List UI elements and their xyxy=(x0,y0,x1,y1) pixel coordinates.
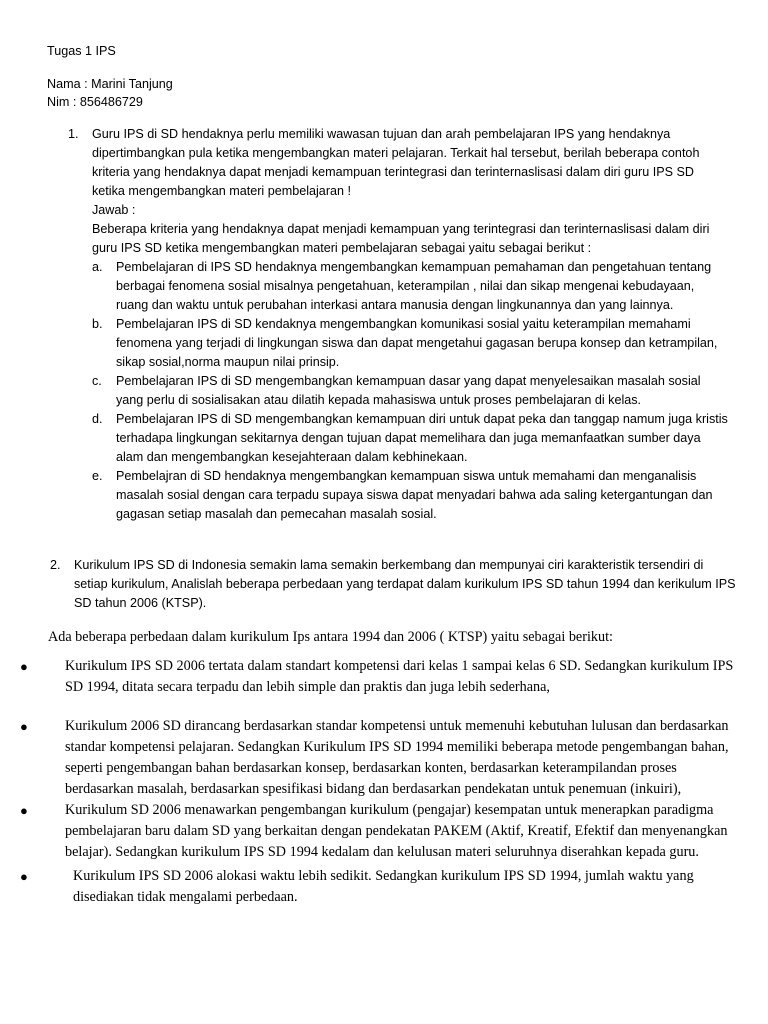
criteria-letter: c. xyxy=(92,374,102,388)
criteria-list xyxy=(92,258,728,524)
criteria-text: Pembelajran di SD hendaknya mengembangkan kemampuan siswa untuk memahami dan menganalisis masalah sosial dengan cara terpadu supaya siswa dapat menyadari bahwa ada saling ketergantungan dan gagasan setiap masalah dan pemecahan masalah sosial. xyxy=(116,469,713,521)
answer-intro: Beberapa kriteria yang hendaknya dapat menjadi kemampuan yang terintegrasi dan terinternaslisasi dalam diri guru IPS SD ketika mengembangkan materi pembelajaran sebagai yaitu sebagai berikut : xyxy=(92,222,710,255)
bullet-icon: ● xyxy=(20,869,28,884)
document-title: Tugas 1 IPS xyxy=(47,44,116,58)
answer-2-intro: Ada beberapa perbedaan dalam kurikulum Ips antara 1994 dan 2006 ( KTSP) yaitu sebagai berikut: xyxy=(48,629,613,645)
criteria-item xyxy=(92,467,728,524)
criteria-text: Pembelajaran IPS di SD kendaknya mengembangkan komunikasi sosial yaitu keterampilan memahami fenomena yang terjadi di lingkungan siswa dan dapat mengetahui gagasan berupa konsep dan ketrampilan, sikap sosial,norma maupun nilai prinsip. xyxy=(116,317,718,369)
criteria-item xyxy=(92,410,728,467)
criteria-letter: b. xyxy=(92,317,103,331)
question-2-text: Kurikulum IPS SD di Indonesia semakin lama semakin berkembang dan mempunyai ciri karakteristik tersendiri di setiap kurikulum, Analislah beberapa perbedaan yang terdapat dalam kurikulum IPS SD tahun 1994 dan kerikulum IPS SD tahun 2006 (KTSP). xyxy=(74,558,736,610)
student-name: Nama : Marini Tanjung xyxy=(47,77,173,91)
differences-list xyxy=(20,656,740,908)
question-1-text: Guru IPS di SD hendaknya perlu memiliki wawasan tujuan dan arah pembelajaran IPS yang hendaknya dipertimbangkan pula ketika mengembangkan materi pelajaran. Terkait hal tersebut, berilah beberapa contoh kriteria yang hendaknya dapat menjadi kemampuan terintegrasi dan terinternaslisasi dalam diri guru IPS SD ketika mengembangkan materi pembelajaran ! xyxy=(92,127,700,198)
criteria-item xyxy=(92,258,728,315)
difference-item xyxy=(20,866,740,908)
difference-text: Kurikulum IPS SD 2006 alokasi waktu lebih sedikit. Sedangkan kurikulum IPS SD 1994, jumlah waktu yang disediakan tidak mengalami perbedaan. xyxy=(73,868,694,905)
difference-text: Kurikulum SD 2006 menawarkan pengembangan kurikulum (pengajar) kesempatan untuk menerapkan paradigma pembelajaran baru dalam SD yang berkaitan dengan pendekatan PAKEM (Aktif, Kreatif, Efektif dan menyenangkan belajar). Sedangkan kurikulum IPS SD 1994 kedalam dan kelulusan materi seluruhnya diserahkan kepada guru. xyxy=(65,802,728,860)
criteria-text: Pembelajaran di IPS SD hendaknya mengembangkan kemampuan pemahaman dan pengetahuan tentang berbagai fenomena sosial misalnya pengetahuan, keterampilan , nilai dan sikap mengenai kebudayaan, ruang dan waktu untuk perubahan interkasi antara manusia dengan lingkunannya dan yang lainnya. xyxy=(116,260,712,312)
difference-text: Kurikulum IPS SD 2006 tertata dalam standart kompetensi dari kelas 1 sampai kelas 6 SD. Sedangkan kurikulum IPS SD 1994, ditata secara terpadu dan lebih simple dan praktis dan juga lebih sederhana, xyxy=(65,658,734,695)
question-1 xyxy=(68,125,728,524)
question-2-number: 2. xyxy=(50,558,61,572)
criteria-letter: a. xyxy=(92,260,103,274)
criteria-item xyxy=(92,315,728,372)
difference-text: Kurikulum 2006 SD dirancang berdasarkan standar kompetensi untuk memenuhi kebutuhan lulusan dan berdasarkan standar kompetensi pelajaran. Sedangkan Kurikulum IPS SD 1994 memiliki beberapa metode pengembangan bahan, seperti pengembangan bahan berdasarkan konsep, berdasarkan konten, berdasarkan keterampilandan proses berdasarkan masalah, berdasarkan spesifikasi bidang dan berdasarkan pendekatan untuk penemuan (inkuiri), xyxy=(65,718,729,797)
bullet-icon: ● xyxy=(20,803,28,818)
question-2 xyxy=(50,556,740,613)
difference-item xyxy=(20,656,740,698)
bullet-icon: ● xyxy=(20,659,28,674)
question-1-number: 1. xyxy=(68,127,79,141)
criteria-letter: e. xyxy=(92,469,103,483)
criteria-letter: d. xyxy=(92,412,103,426)
difference-item xyxy=(20,800,740,863)
difference-item xyxy=(20,716,740,800)
question-1-body xyxy=(92,125,728,524)
bullet-icon: ● xyxy=(20,719,28,734)
answer-label: Jawab : xyxy=(92,203,136,217)
criteria-text: Pembelajaran IPS di SD mengembangkan kemampuan dasar yang dapat menyelesaikan masalah sosial yang perlu di sosialisakan atau dilatih kepada mahasiswa untuk proses pembelajaran di kelas. xyxy=(116,374,701,407)
criteria-text: Pembelajaran IPS di SD mengembangkan kemampuan diri untuk dapat peka dan tanggap namum juga kristis terhadapa lingkungan sekitarnya dengan tujuan dapat memelihara dan juga memanfaatkan sumber daya alam dan mengembangkan kesejahteraan dalam kebhinekaan. xyxy=(116,412,728,464)
criteria-item xyxy=(92,372,728,410)
student-nim: Nim : 856486729 xyxy=(47,95,143,109)
